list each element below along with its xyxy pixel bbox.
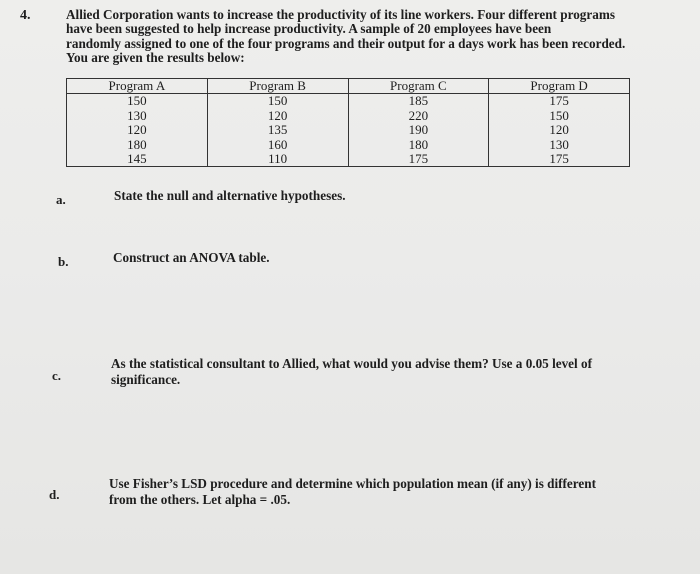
table-cell: 150 [207, 94, 348, 109]
table-cell: 110 [207, 152, 348, 167]
table-header-row [67, 79, 630, 94]
header-program-c: Program C [348, 79, 489, 94]
part-a-text [114, 188, 346, 204]
table-row [67, 109, 630, 123]
part-d-letter: d. [49, 487, 60, 502]
table-cell: 190 [348, 123, 489, 137]
intro-line: Allied Corporation wants to increase the productivity of its line workers. Four different programs [66, 7, 615, 22]
table-cell: 160 [207, 138, 348, 152]
header-program-a: Program A [67, 79, 208, 94]
question-intro [66, 8, 656, 65]
table-row [67, 123, 630, 137]
intro-line: randomly assigned to one of the four programs and their output for a days work has been recorded. [66, 35, 626, 51]
part-b-letter: b. [58, 254, 69, 269]
table-cell: 180 [67, 138, 208, 152]
part-a-letter: a. [56, 192, 66, 207]
table-cell: 130 [489, 138, 630, 152]
table-cell: 150 [489, 109, 630, 123]
part-c-letter: c. [52, 368, 62, 383]
header-program-d: Program D [489, 79, 630, 94]
table-cell: 135 [207, 123, 348, 137]
table-cell: 175 [489, 94, 630, 109]
table-cell: 120 [207, 109, 348, 123]
part-b-line: Construct an ANOVA table. [113, 250, 270, 265]
table-cell: 180 [348, 138, 489, 152]
intro-line: You are given the results below: [66, 49, 245, 65]
part-d-line: Use Fisher’s LSD procedure and determine which population mean (if any) is different [109, 476, 596, 491]
table-cell: 150 [67, 94, 208, 109]
part-a-line: State the null and alternative hypotheses. [114, 188, 346, 203]
part-c-text [111, 356, 671, 388]
table-cell: 175 [489, 152, 630, 167]
table-cell: 185 [348, 94, 489, 109]
question-number: 4. [20, 8, 31, 23]
table-cell: 175 [348, 152, 489, 167]
part-d-line: from the others. Let alpha = .05. [109, 492, 291, 507]
table-cell: 130 [67, 109, 208, 123]
table-cell: 120 [489, 123, 630, 137]
table-cell: 145 [67, 152, 208, 167]
part-b-text [113, 250, 270, 266]
table-row [67, 152, 630, 167]
intro-line: have been suggested to help increase productivity. A sample of 20 employees have been [66, 21, 552, 37]
table-cell: 220 [348, 109, 489, 123]
part-c-line: significance. [111, 372, 181, 387]
part-d-text [109, 476, 679, 508]
part-c-line: As the statistical consultant to Allied, what would you advise them? Use a 0.05 level of [111, 356, 592, 371]
program-output-table [66, 78, 630, 167]
header-program-b: Program B [207, 79, 348, 94]
table-cell: 120 [67, 123, 208, 137]
table-row [67, 138, 630, 152]
table-row [67, 94, 630, 109]
